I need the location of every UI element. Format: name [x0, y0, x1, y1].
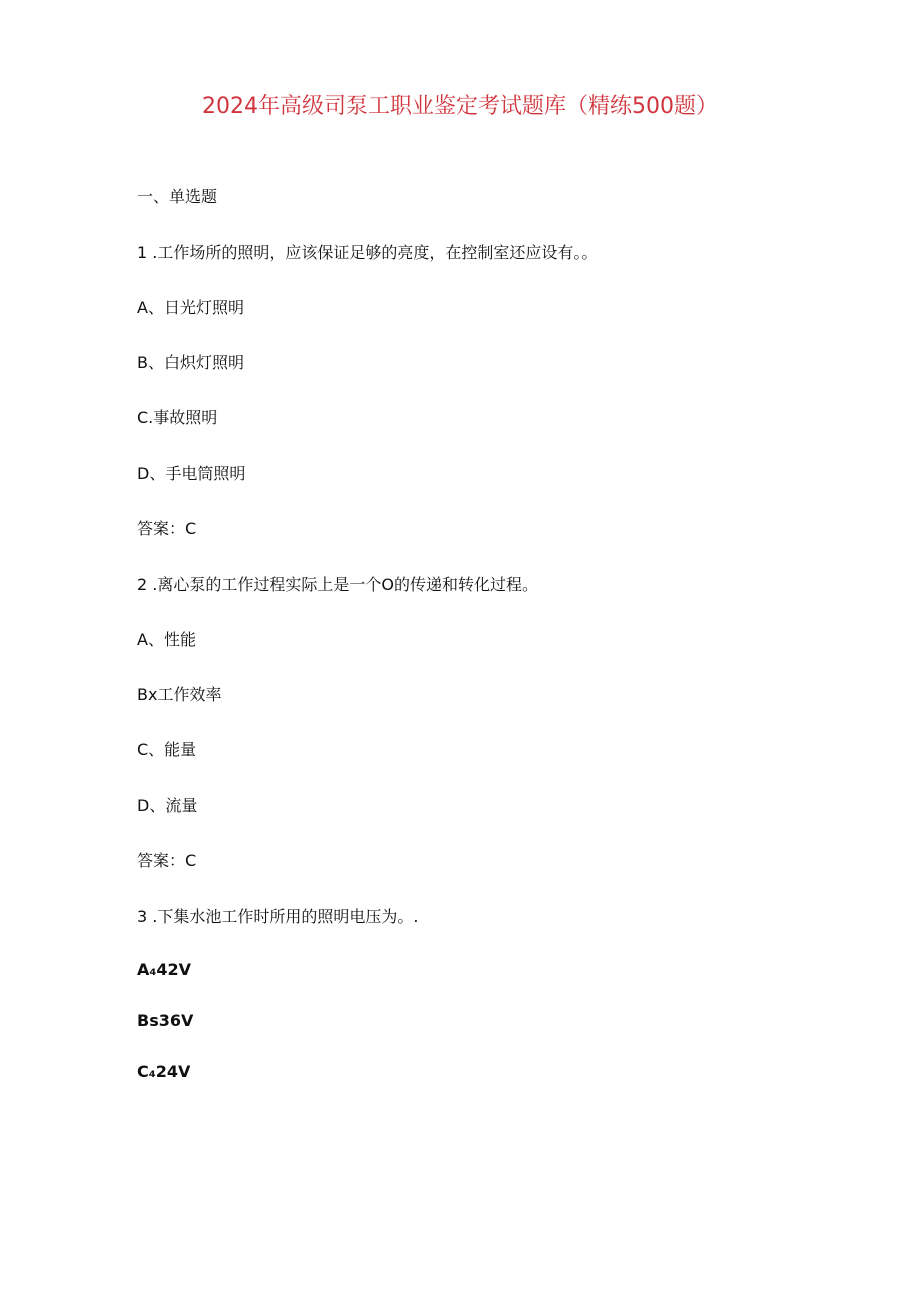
- q3-option-c: C₄24V: [137, 1062, 191, 1081]
- q1-option-c: C.事故照明: [137, 408, 218, 427]
- q2-option-b: Bx工作效率: [137, 685, 222, 704]
- q1-option-d: D、手电筒照明: [137, 464, 246, 483]
- question-3: 3 .下集水池工作时所用的照明电压为。.: [137, 907, 419, 926]
- section-heading: 一、单选题: [137, 187, 218, 206]
- q1-answer: 答案：C: [137, 519, 197, 538]
- q1-option-b: B、白炽灯照明: [137, 353, 244, 372]
- question-1: 1 .工作场所的照明，应该保证足够的亮度，在控制室还应设有。。: [137, 243, 598, 262]
- q2-option-d: D、流量: [137, 796, 198, 815]
- question-2: 2 .离心泵的工作过程实际上是一个O的传递和转化过程。: [137, 575, 538, 594]
- q2-option-a: A、性能: [137, 630, 196, 649]
- q3-option-a: A₄42V: [137, 960, 192, 979]
- q2-option-c: C、能量: [137, 740, 197, 759]
- q1-option-a: A、日光灯照明: [137, 298, 244, 317]
- document-title: 2024年高级司泵工职业鉴定考试题库（精练500题）: [202, 94, 718, 119]
- q3-option-b: Bs36V: [137, 1011, 194, 1030]
- q2-answer: 答案：C: [137, 851, 197, 870]
